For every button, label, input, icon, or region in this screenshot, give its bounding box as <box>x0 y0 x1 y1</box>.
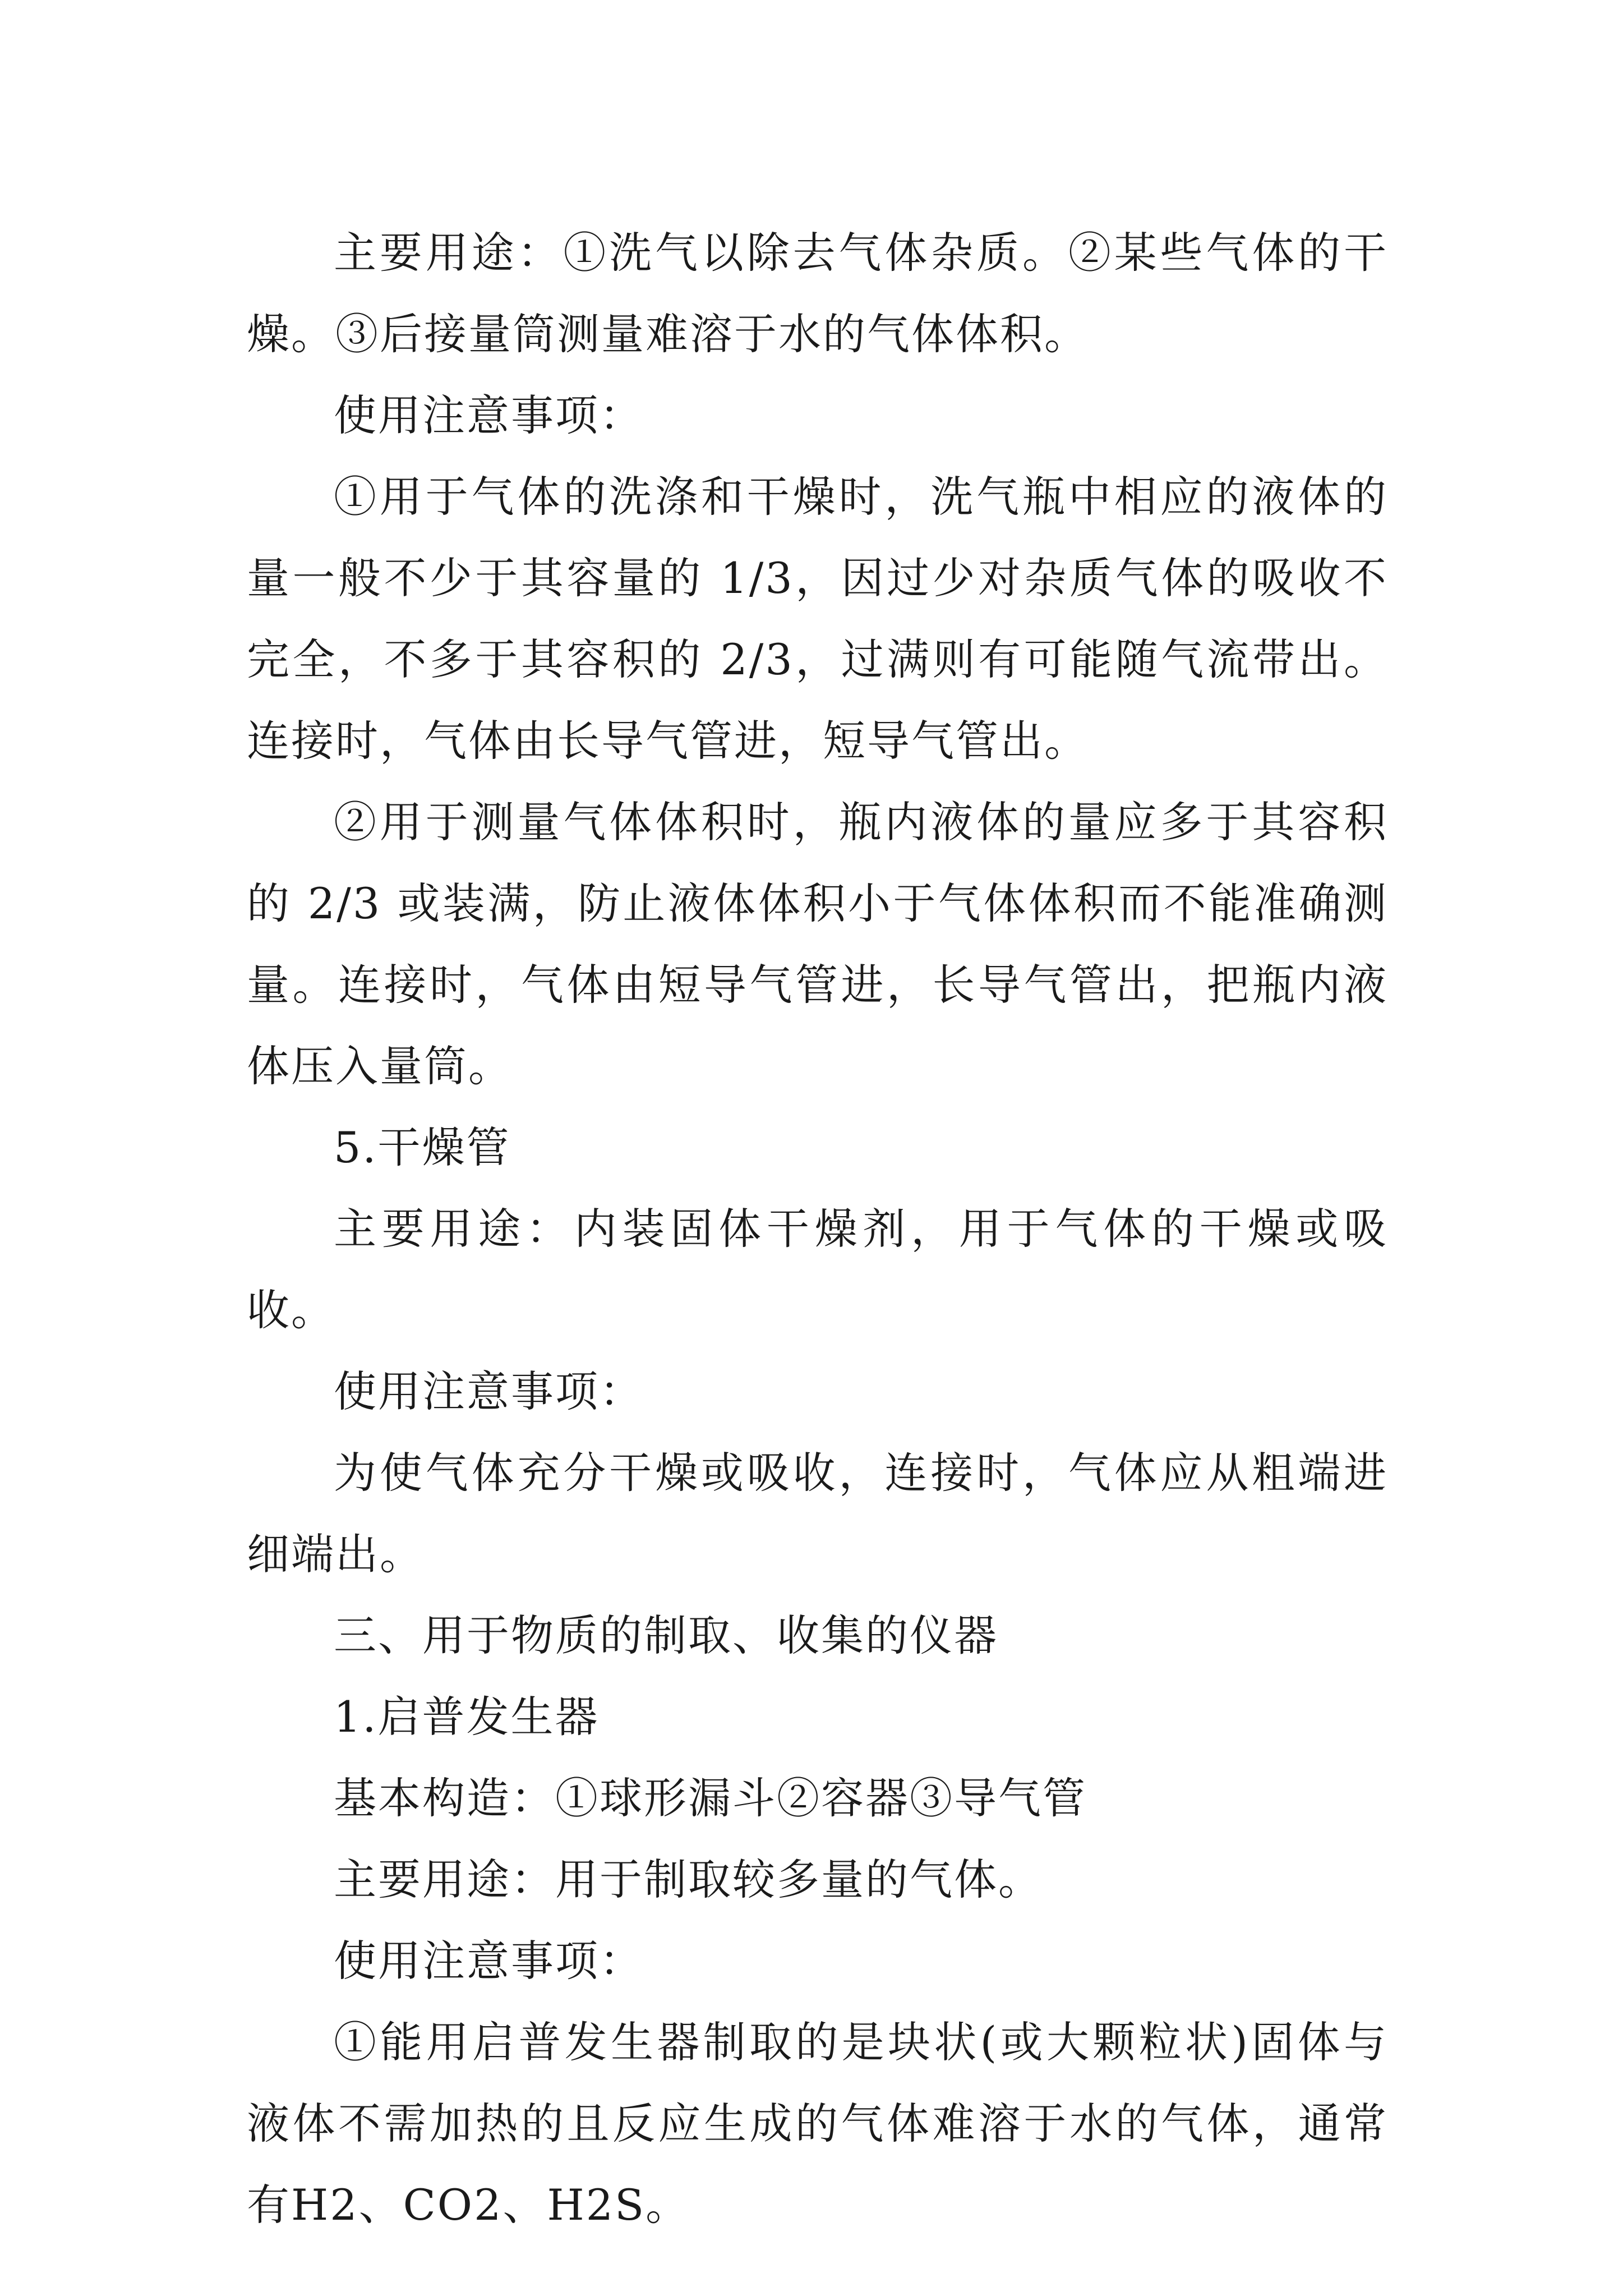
paragraph-usage-notes-heading-2: 使用注意事项： <box>334 1366 644 1416</box>
section-heading-drying-tube: 5.干燥管 <box>334 1122 511 1172</box>
paragraph-kipp-note: ①能用启普发生器制取的是块状(或大颗粒状)固体与液体不需加热的且反应生成的气体难溶于水的气体，通常有H2、CO2、H2S。 <box>247 2017 1388 2230</box>
paragraph-drying-tube-purpose: 主要用途：内装固体干燥剂，用于气体的干燥或吸收。 <box>247 1204 1388 1335</box>
section-heading-preparation-instruments: 三、用于物质的制取、收集的仪器 <box>334 1611 998 1660</box>
paragraph-washing-drying-note: ①用于气体的洗涤和干燥时，洗气瓶中相应的液体的量一般不少于其容量的 1/3，因过少对杂质气体的吸收不完全，不多于其容积的 2/3，过满则有可能随气流带出。连接时，气体由长导气管进，短导气管出。 <box>247 472 1388 766</box>
paragraph-kipp-structure: 基本构造：①球形漏斗②容器③导气管 <box>334 1773 1087 1823</box>
paragraph-usage-notes-heading: 使用注意事项： <box>334 390 644 440</box>
document-body <box>247 212 1388 2246</box>
paragraph-gas-volume-note: ②用于测量气体体积时，瓶内液体的量应多于其容积的 2/3 或装满，防止液体体积小于气体体积而不能准确测量。连接时，气体由短导气管进，长导气管出，把瓶内液体压入量筒。 <box>247 797 1388 1091</box>
paragraph-usage-notes-heading-3: 使用注意事项： <box>334 1936 644 1986</box>
paragraph-kipp-purpose: 主要用途：用于制取较多量的气体。 <box>334 1855 1043 1904</box>
paragraph-washing-bottle-purpose: 主要用途：①洗气以除去气体杂质。②某些气体的干燥。③后接量筒测量难溶于水的气体体积。 <box>247 228 1388 359</box>
paragraph-drying-tube-note: 为使气体充分干燥或吸收，连接时，气体应从粗端进细端出。 <box>247 1448 1388 1579</box>
section-heading-kipp-generator: 1.启普发生器 <box>334 1692 600 1742</box>
